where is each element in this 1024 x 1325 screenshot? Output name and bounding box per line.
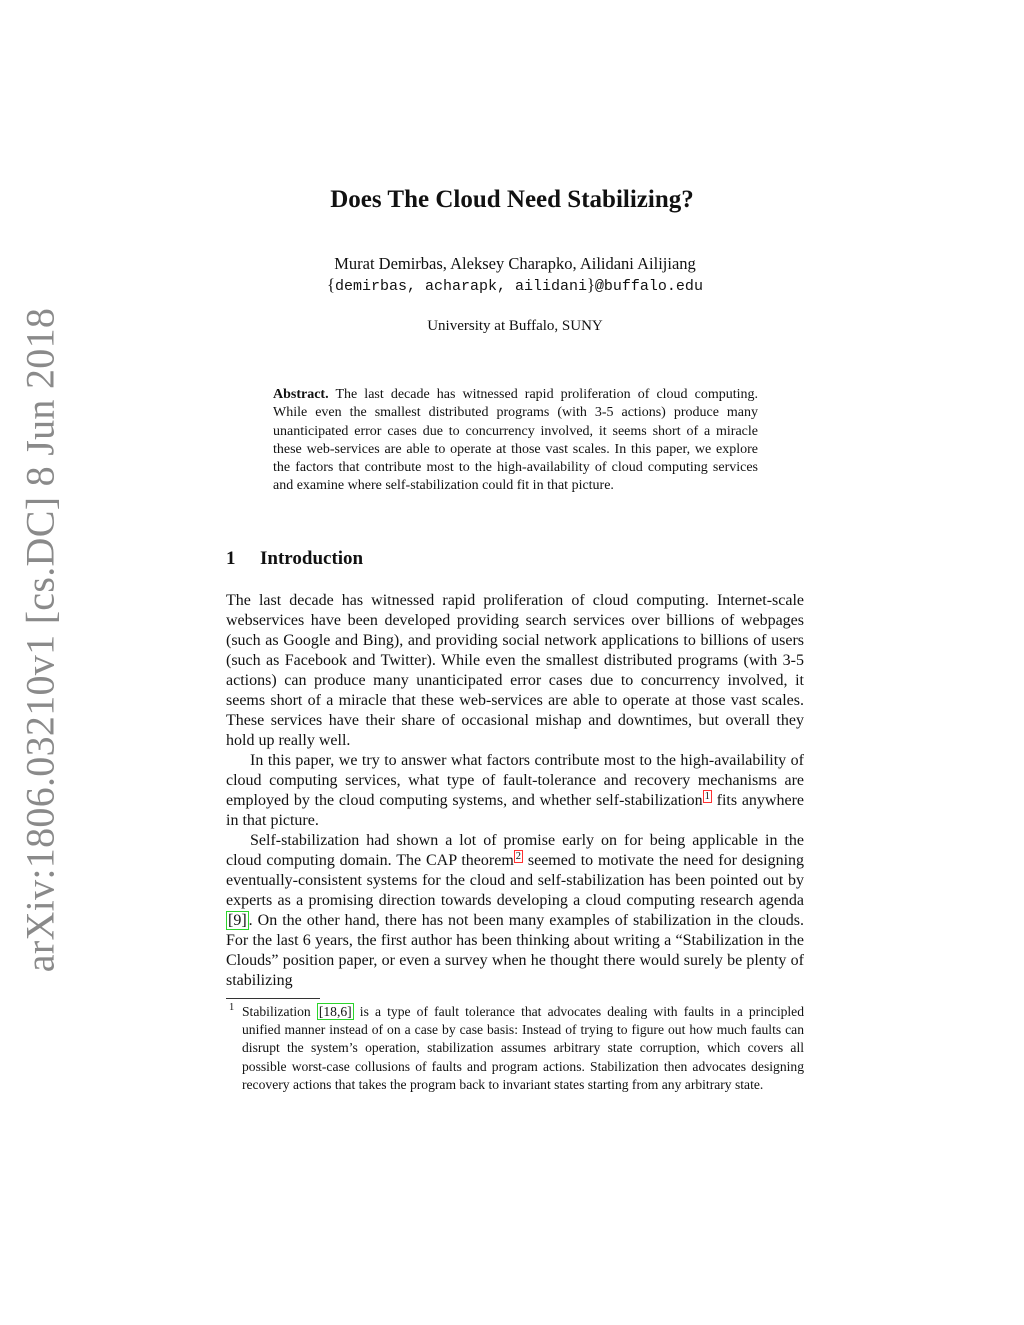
- paper-title: Does The Cloud Need Stabilizing?: [330, 186, 694, 213]
- footnote-link-1[interactable]: 1: [704, 790, 710, 802]
- footnote-body: [242, 1003, 804, 1094]
- section-number: 1: [226, 548, 236, 569]
- open-brace: {: [327, 275, 335, 294]
- email-users: demirbas, acharapk, ailidani: [334, 278, 587, 295]
- footnote-text-a: Stabilization: [242, 1004, 317, 1019]
- arxiv-identifier: arXiv:1806.03210v1 [cs.DC] 8 Jun 2018: [17, 307, 63, 973]
- paragraph-2-text-a: In this paper, we try to answer what factors contribute most to the high-availability of cloud computing services, what type of fault-tolerance and recovery mechanisms are employed by the cloud computing systems, and whether self-stabilization: [226, 752, 804, 809]
- footnote-1: [226, 1003, 804, 1094]
- close-brace: }: [587, 275, 595, 294]
- footnote-text-b: is a type of fault tolerance that advocates dealing with faults in a principled unified manner instead of on a case by case basis: Instead of trying to figure out how much faults can disrupt the system’s operation, stabilization assumes arbitrary state corruption, which covers all possible worst-case collusions of faults and program actions. Stabilization then advocates designing recovery actions that takes the program back to invariant states starting from any arbitrary state.: [242, 1004, 804, 1092]
- paragraph-2-text-b: fits anywhere in that picture.: [226, 792, 805, 829]
- paragraph-3-text-b: seemed to motivate the need for designing eventually-consistent systems for the cloud and self-stabilization has been pointed out by experts as a promising direction towards developing a cloud computing research agenda: [226, 852, 805, 909]
- footnote-rule: [226, 998, 320, 999]
- affiliation: University at Buffalo, SUNY: [427, 318, 603, 334]
- author-list: Murat Demirbas, Aleksey Charapko, Ailidani Ailijiang: [334, 254, 696, 273]
- footnote-link-2[interactable]: 2: [515, 850, 522, 862]
- paragraph-3-text-a: Self-stabilization had shown a lot of promise early on for being applicable in the cloud computing domain. The CAP theorem: [226, 832, 804, 869]
- email-domain: @buffalo.edu: [594, 278, 703, 295]
- paragraph-3: [226, 831, 804, 991]
- body-text: [226, 591, 804, 991]
- abstract: [273, 386, 758, 496]
- footnote-mark: 1: [229, 1002, 235, 1013]
- abstract-text: The last decade has witnessed rapid proliferation of cloud computing. While even the smallest distributed programs (with 3-5 actions) produce many unanticipated error cases due to concurrency involved, it seems short of a miracle these web-services are able to operate at those vast scales. In this paper, we explore the factors that contribute most to the high-availability of cloud computing services and examine where self-stabilization could fit in that picture.: [273, 387, 759, 494]
- author-emails: [0, 275, 1024, 295]
- citation-link-9[interactable]: [9]: [228, 912, 247, 929]
- paragraph-1: The last decade has witnessed rapid proliferation of cloud computing. Internet-scale webservices have been developed providing search services over billions of webpages (such as Google and Bing), and providing social network applications to billions of users (such as Facebook and Twitter). While even the smallest distributed programs (with 3-5 actions) can produce many unanticipated error cases due to concurrency involved, it seems short of a miracle that these web-services are able to operate at those vast scales. These services have their share of occasional mishap and downtimes, but overall they hold up really well.: [226, 592, 804, 749]
- section-heading: [226, 548, 363, 570]
- paragraph-3-text-c: . On the other hand, there has not been many examples of stabilization in the clouds. For the last 6 years, the first author has been thinking about writing a “Stabilization in the Clouds” position paper, or even a survey when he thought there would surely be plenty of stabilizing: [226, 912, 804, 989]
- paragraph-2: [226, 751, 804, 831]
- section-title: Introduction: [260, 548, 364, 569]
- citation-link-18-6[interactable]: [18,6]: [318, 1004, 352, 1019]
- abstract-label: Abstract.: [273, 387, 329, 402]
